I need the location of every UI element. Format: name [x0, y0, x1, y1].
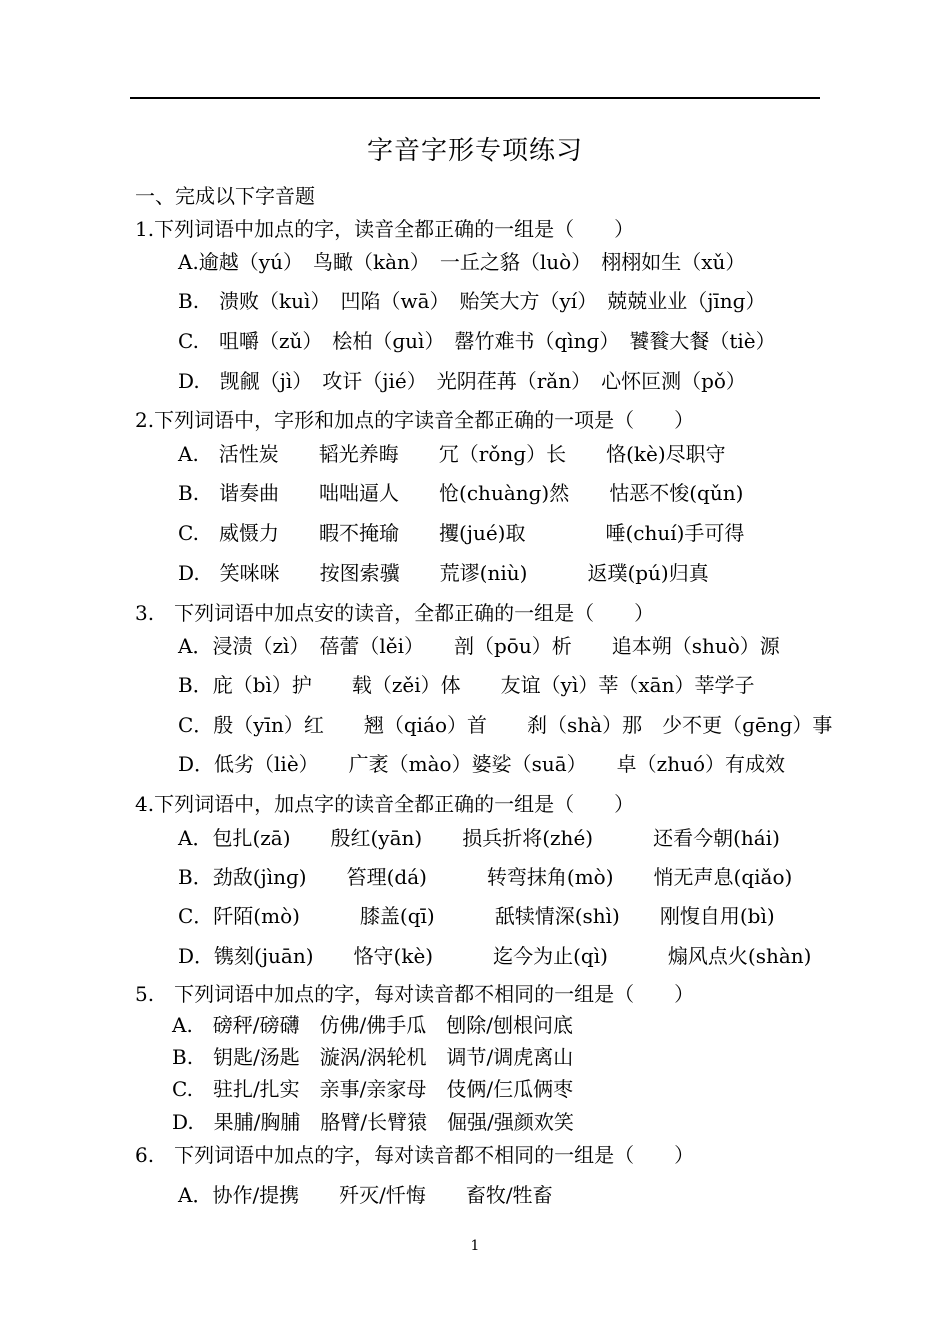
section-heading: 一、完成以下字音题 — [135, 184, 315, 208]
question-5-stem: 5. 下列词语中加点的字，每对读音都不相同的一组是（ ） — [135, 982, 695, 1006]
question-2-option-d: D. 笑咪咪 按图索骥 荒谬(niù) 返璞(pú)归真 — [178, 561, 709, 585]
question-3-stem: 3. 下列词语中加点安的读音，全都正确的一组是（ ） — [135, 601, 655, 625]
question-6-option-a: A．协作/提携 歼灭/忏悔 畜牧/牲畜 — [178, 1183, 553, 1207]
page-title: 字音字形专项练习 — [366, 136, 583, 166]
question-5-option-c: C. 驻扎/扎实 亲事/亲家母 伎俩/仨瓜俩枣 — [172, 1077, 574, 1101]
question-4-option-a: A．包扎(zā) 殷红(yān) 损兵折将(zhé) 还看今朝(hái) — [178, 826, 780, 850]
question-3-option-d: D．低劣（liè） 广袤（mào）婆娑（suā） 卓（zhuó）有成效 — [178, 752, 786, 776]
question-3-option-a: A．浸渍（zì） 蓓蕾（lěi） 剖（pōu）析 追本朔（shuò）源 — [178, 634, 780, 658]
question-5-option-b: B. 钥匙/汤匙 漩涡/涡轮机 调节/调虎离山 — [172, 1045, 574, 1069]
question-1-stem: 1.下列词语中加点的字，读音全都正确的一组是（ ） — [135, 217, 635, 241]
question-2-option-c: C. 威慑力 暇不掩瑜 攫(jué)取 唾(chuí)手可得 — [178, 521, 745, 545]
question-2-stem: 2.下列词语中，字形和加点的字读音全都正确的一项是（ ） — [135, 408, 695, 432]
question-4-stem: 4.下列词语中，加点字的读音全都正确的一组是（ ） — [135, 792, 635, 816]
question-1-option-d: D. 觊觎（jì） 攻讦（jié） 光阴荏苒（rǎn） 心怀叵测（pǒ） — [178, 369, 746, 393]
page-number: 1 — [470, 1238, 480, 1254]
question-3-option-c: C．殷（yīn）红 翘（qiáo）首 刹（shà）那 少不更（ɡēnɡ）事 — [178, 713, 833, 737]
question-2-option-a: A. 活性炭 韬光养晦 冗（rǒnɡ）长 恪(kè)尽职守 — [178, 442, 726, 466]
question-6-stem: 6. 下列词语中加点的字，每对读音都不相同的一组是（ ） — [135, 1143, 695, 1167]
question-2-option-b: B. 谐奏曲 咄咄逼人 怆(chuànɡ)然 怙恶不悛(qǔn) — [178, 481, 744, 505]
question-3-option-b: B．庇（bì）护 载（zěi）体 友谊（yì）莘（xān）莘学子 — [178, 673, 755, 697]
question-5-option-a: A. 磅秤/磅礴 仿佛/佛手瓜 刨除/刨根问底 — [172, 1013, 574, 1037]
question-4-option-b: B．劲敌(jìnɡ) 笞理(dá) 转弯抹角(mò) 悄无声息(qiǎo) — [178, 865, 793, 889]
question-5-option-d: D. 果脯/胸脯 胳臂/长臂猿 倔强/强颜欢笑 — [172, 1110, 574, 1134]
question-1-option-c: C. 咀嚼（zǔ） 桧柏（ɡuì） 罄竹难书（qìnɡ） 饕餮大餐（tiè） — [178, 329, 776, 353]
question-1-option-b: B. 溃败（kuì） 凹陷（wā） 贻笑大方（yí） 兢兢业业（jīnɡ） — [178, 289, 766, 313]
header-rule — [130, 97, 820, 99]
question-4-option-d: D．镌刻(juān) 恪守(kè) 迄今为止(qì) 煽风点火(shàn) — [178, 944, 812, 968]
question-4-option-c: C．阡陌(mò) 膝盖(qī) 舐犊情深(shì) 刚愎自用(bì) — [178, 904, 775, 928]
question-1-option-a: A.逾越（yú） 鸟瞰（kàn） 一丘之貉（luò） 栩栩如生（xǔ） — [178, 250, 746, 274]
